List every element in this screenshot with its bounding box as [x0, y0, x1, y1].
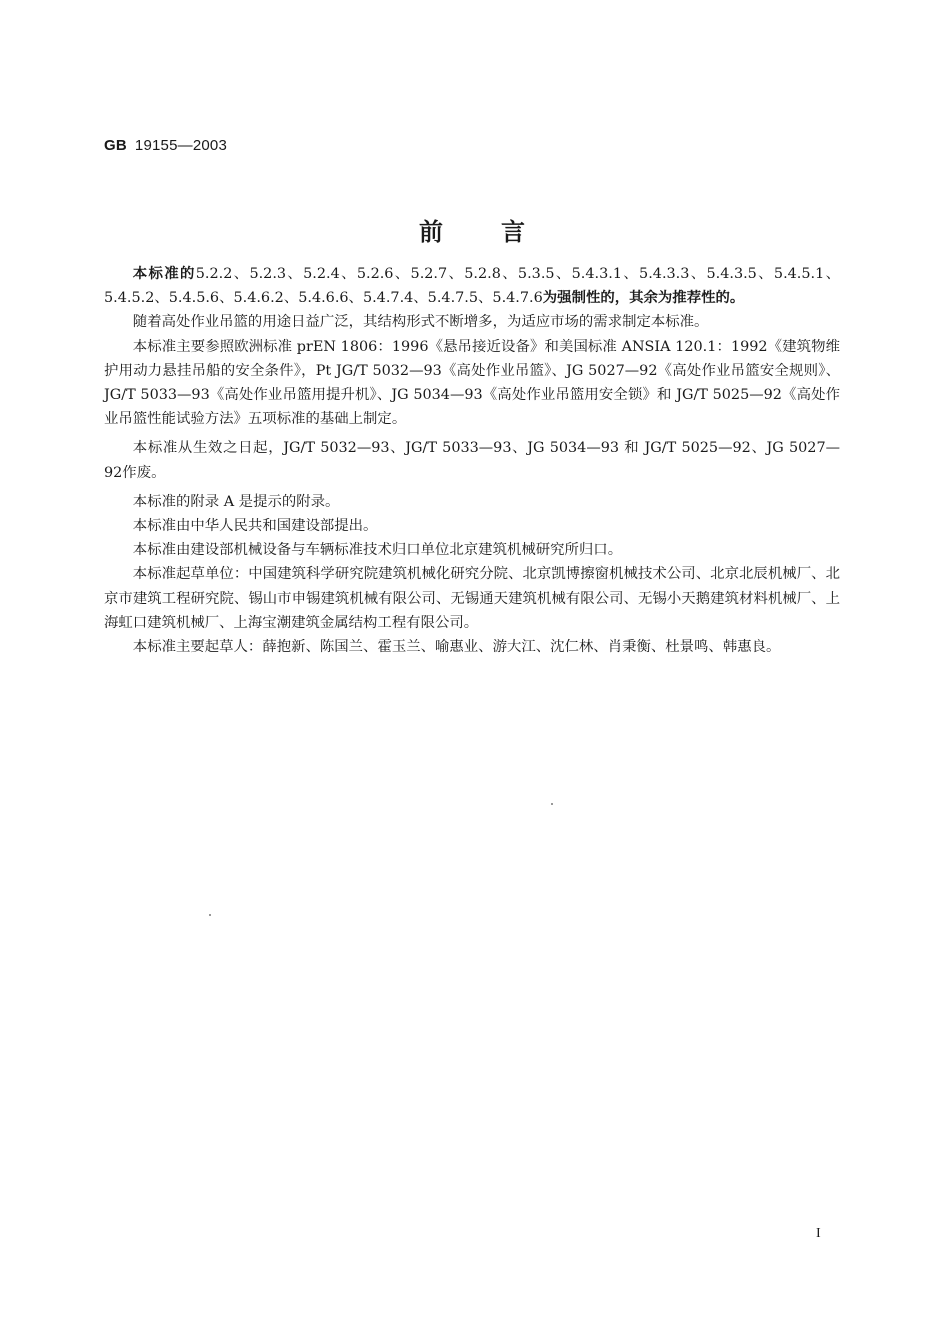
mandatory-lead: 本标准的	[132, 265, 196, 282]
scan-speck	[551, 803, 553, 805]
foreword-body	[104, 262, 840, 659]
paragraph-mandatory-clauses	[104, 262, 840, 310]
paragraph-proposed-by: 本标准由中华人民共和国建设部提出。	[132, 518, 378, 535]
mandatory-tail: 为强制性的，其余为推荐性的。	[542, 289, 745, 307]
standard-prefix: GB	[104, 137, 127, 154]
paragraph-administered-by: 本标准由建设部机械设备与车辆标准技术归口单位北京建筑机械研究所归口。	[132, 542, 623, 559]
paragraph-supersedes: 本标准从生效之日起，JG/T 5032—93、JG/T 5033—93、JG 5034—93 和 JG/T 5025—92、JG 5027—92作废。	[104, 440, 840, 481]
mandatory-clause-list: 5.2.2、5.2.3、5.2.4、5.2.6、5.2.7、5.2.8、5.3.5、5.4.3.1、5.4.3.3、5.4.3.5、5.4.5.1、5.4.5.2、5.4.5.6、5.4.6.2、5.4.6.6、5.4.7.4、5.4.7.5、5.4.7.6	[104, 266, 840, 307]
standard-number: 19155—2003	[134, 137, 227, 154]
paragraph-references: 本标准主要参照欧洲标准 prEN 1806：1996《悬吊接近设备》和美国标准 ANSIA 120.1：1992《建筑物维护用动力悬挂吊船的安全条件》，Pt JG/T 5032—93《高处作业吊篮》、JG 5027—92《高处作业吊篮安全规则》、JG/T 5033—93《高处作业吊篮用提升机》、JG 5034—93《高处作业吊篮用安全锁》和 JG/T 5025—92《高处作业吊篮性能试验方法》五项标准的基础上制定。	[104, 338, 840, 428]
standard-code	[104, 137, 227, 154]
paragraph-appendix: 本标准的附录 A 是提示的附录。	[132, 493, 340, 510]
page-title: 前言	[419, 217, 583, 246]
paragraph-drafters: 本标准主要起草人：薛抱新、陈国兰、霍玉兰、喻惠业、游大江、沈仁林、肖秉衡、杜景鸣、韩惠良。	[132, 639, 781, 656]
page-number: I	[816, 1226, 821, 1241]
paragraph-purpose: 随着高处作业吊篮的用途日益广泛，其结构形式不断增多，为适应市场的需求制定本标准。	[132, 314, 709, 331]
paragraph-drafting-units: 本标准起草单位：中国建筑科学研究院建筑机械化研究分院、北京凯博擦窗机械技术公司、北京北辰机械厂、北京市建筑工程研究院、锡山市申锡建筑机械有限公司、无锡通天建筑机械有限公司、无锡小天鹅建筑材料机械厂、上海虹口建筑机械厂、上海宝潮建筑金属结构工程有限公司。	[104, 566, 840, 631]
scan-speck	[209, 914, 211, 916]
